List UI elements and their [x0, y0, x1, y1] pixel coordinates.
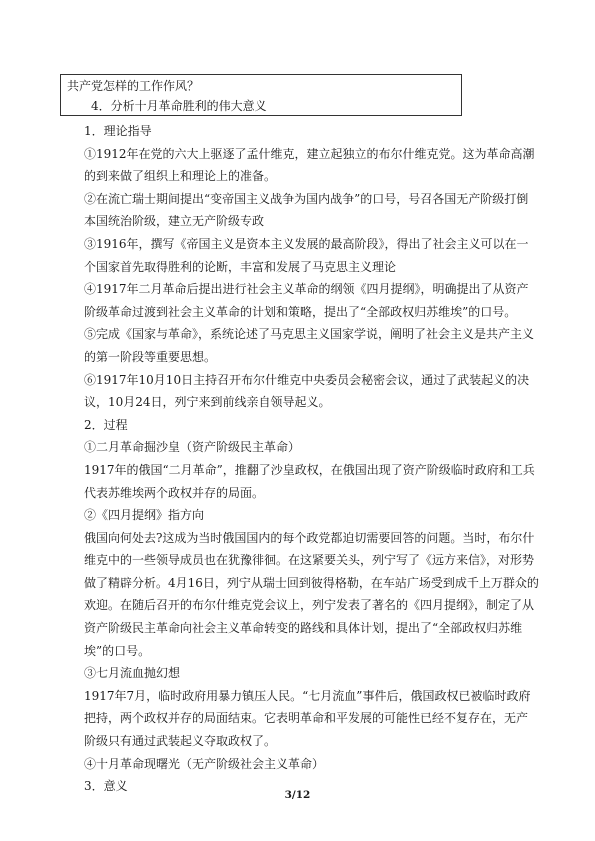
theory-item-4: ④1917年二月革命后提出进行社会主义革命的纲领《四月提纲》，明确提出了从资产阶级革命过渡到社会主义革命的计划和策略，提出了“全部政权归苏维埃”的口号。 [84, 282, 529, 319]
process-sub4-title: ④十月革命现曙光（无产阶级社会主义革命） [84, 756, 325, 771]
theory-item-1: ①1912年在党的六大上驱逐了孟什维克，建立起独立的布尔什维克党。这为革命高潮的到来做了组织上和理论上的准备。 [84, 146, 535, 184]
theory-item-3: ③1916年，撰写《帝国主义是资本主义发展的最高阶段》，得出了社会主义可以在一个国家首先取得胜利的论断，丰富和发展了马克思主义理论 [84, 236, 529, 274]
question-line-1: 共产党怎样的工作作风？ [67, 79, 200, 93]
document-body [84, 120, 539, 798]
theory-item-6: ⑥1917年10月10日主持召开布尔什维克中央委员会秘密会议，通过了武装起义的决议，10月24日，列宁来到前线亲自领导起义。 [84, 372, 530, 410]
theory-item-5: ⑤完成《国家与革命》，系统论述了马克思主义国家学说，阐明了社会主义是共产主义的第一阶段等重要思想。 [84, 327, 535, 364]
process-sub1-title: ①二月革命掘沙皇（资产阶级民主革命） [84, 440, 301, 455]
theory-item-2: ②在流亡瑞士期间提出“变帝国主义战争为国内战争”的口号，号召各国无产阶级打倒本国统治阶级，建立无产阶级专政 [84, 191, 529, 229]
question-box [60, 74, 462, 116]
process-sub3-title: ③七月流血抛幻想 [84, 666, 181, 681]
section-heading-significance: 3．意义 [84, 779, 128, 794]
process-sub1-text: 1917年的俄国“二月革命”，推翻了沙皇政权，在俄国出现了资产阶级临时政府和工兵代表苏维埃两个政权并存的局面。 [84, 462, 535, 500]
process-sub3-text: 1917年7月，临时政府用暴力镇压人民。“七月流血”事件后，俄国政权已被临时政府把持，两个政权并存的局面结束。它表明革命和平发展的可能性已经不复存在，无产阶级只有通过武装起义夺取政权了。 [84, 688, 531, 749]
section-heading-theory: 1．理论指导 [84, 124, 152, 138]
question-line-2: 4．分析十月革命胜利的伟大意义 [91, 99, 267, 113]
process-sub2-text: 俄国向何处去?这成为当时俄国国内的每个政党都迫切需要回答的问题。当时，布尔什维克中的一些领导成员也在犹豫徘徊。在这紧要关头，列宁写了《远方来信》，对形势做了精辟分析。4月16日，列宁从瑞士回到彼得格勒，在车站广场受到成千上万群众的欢迎。在随后召开的布尔什维克党会议上，列宁发表了著名的《四月提纲》，制定了从资产阶级民主革命向社会主义革命转变的路线和具体计划，提出了“全部政权归苏维埃”的口号。 [84, 530, 539, 658]
page-number: 3/12 [284, 789, 311, 801]
section-heading-process: 2．过程 [84, 417, 128, 432]
process-sub2-title: ②《四月提纲》指方向 [84, 508, 205, 523]
